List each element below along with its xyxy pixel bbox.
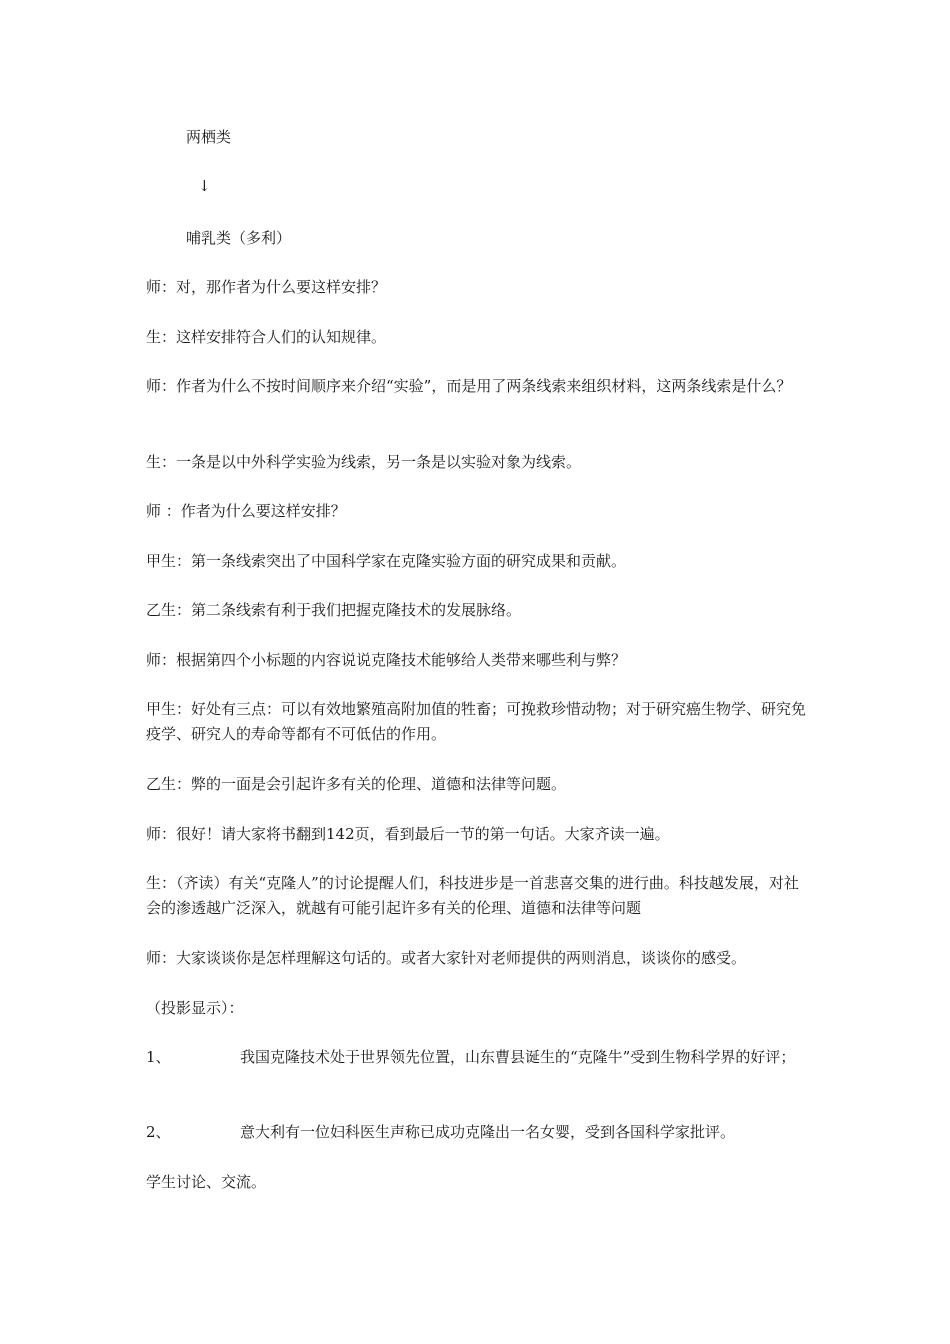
- dialogue-line: 师：根据第四个小标题的内容说说克隆技术能够给人类带来哪些利与弊？: [146, 651, 627, 669]
- news-text: 我国克隆技术处于世界领先位置，山东曹县诞生的“克隆牛”受到生物科学界的好评；: [240, 1048, 796, 1066]
- dialogue-line: 乙生：第二条线索有利于我们把握克隆技术的发展脉络。: [146, 601, 522, 619]
- dialogue-line: 师：作者为什么不按时间顺序来介绍“实验”，而是用了两条线索来组织材料，这两条线索是什么？: [146, 377, 792, 395]
- news-item-2: [146, 1120, 810, 1145]
- dialogue-line: 师：很好！请大家将书翻到142页，看到最后一节的第一句话。大家齐读一遍。: [146, 825, 670, 843]
- dialogue-line: 师：对，那作者为什么要这样安排？: [146, 278, 387, 296]
- dialogue-line: 生：一条是以中外科学实验为线索，另一条是以实验对象为线索。: [146, 453, 582, 471]
- dialogue-line: 师：大家谈谈你是怎样理解这句话的。或者大家针对老师提供的两则消息，谈谈你的感受。: [146, 949, 747, 967]
- projection-label: （投影显示）：: [146, 999, 244, 1017]
- news-number: 1、: [146, 1048, 171, 1066]
- dialogue-line: 甲生：好处有三点：可以有效地繁殖高附加值的牲畜；可挽救珍惜动物；对于研究癌生物学、研究免疫学、研究人的寿命等都有不可低估的作用。: [146, 700, 807, 743]
- dialogue-line: 甲生：第一条线索突出了中国科学家在克隆实验方面的研究成果和贡献。: [146, 552, 627, 570]
- flow-item-amphibians: 两栖类: [186, 128, 232, 146]
- dialogue-line: 师 ：作者为什么要这样安排？: [146, 502, 346, 520]
- news-item-1: [146, 1045, 810, 1070]
- dialogue-line: 生：（齐读）有关“克隆人”的讨论提醒人们，科技进步是一首悲喜交集的进行曲。科技越发展，对社会的渗透越广泛深入，就越有可能引起许多有关的伦理、道德和法律等问题: [146, 874, 799, 917]
- news-text: 意大利有一位妇科医生声称已成功克隆出一名女婴，受到各国科学家批评。: [240, 1123, 736, 1141]
- news-number: 2、: [146, 1123, 171, 1141]
- down-arrow-icon: ↓: [198, 177, 211, 195]
- dialogue-line: 生：这样安排符合人们的认知规律。: [146, 328, 387, 346]
- closing-line: 学生讨论、交流。: [146, 1173, 267, 1191]
- dialogue-line: 乙生：弊的一面是会引起许多有关的伦理、道德和法律等问题。: [146, 775, 567, 793]
- flow-item-mammals: 哺乳类（多利）: [186, 229, 292, 247]
